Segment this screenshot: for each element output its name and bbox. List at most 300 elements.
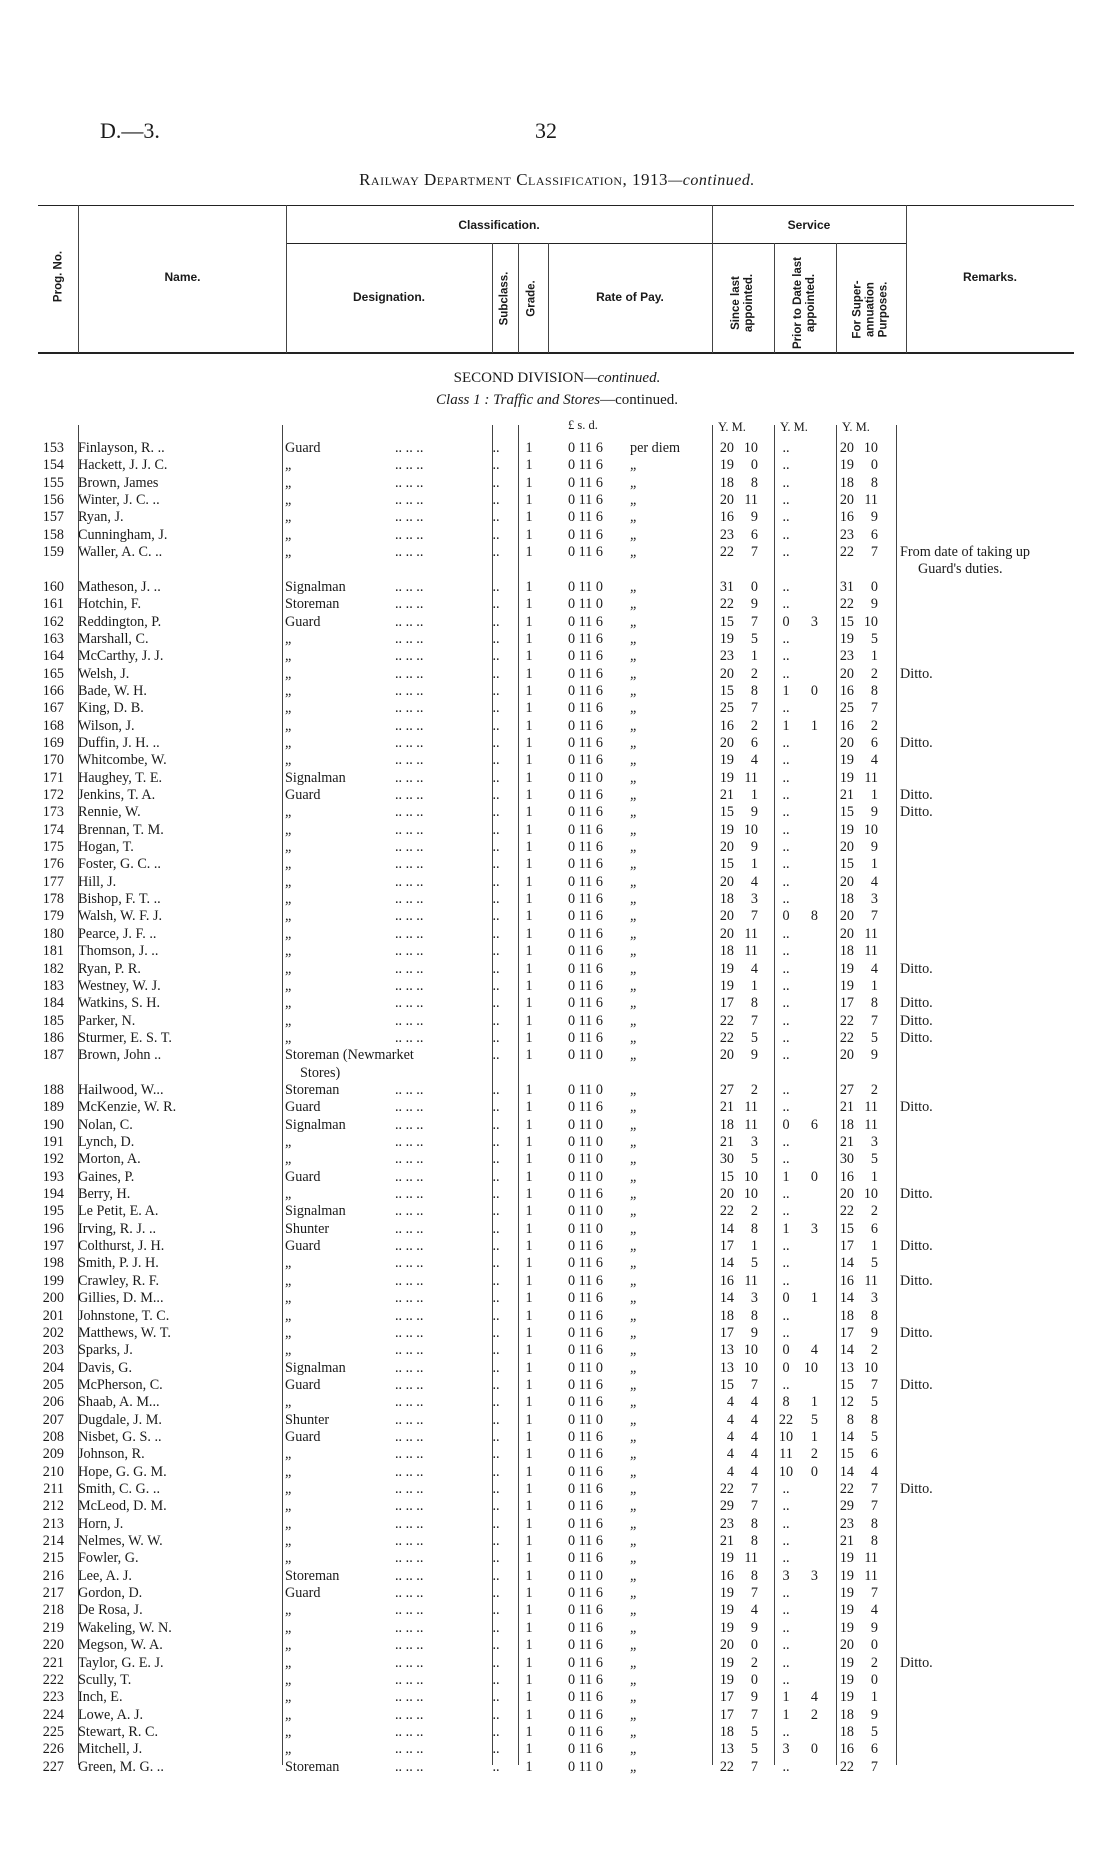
super-years: 20: [839, 1186, 854, 1203]
leader-dots: .. .. ..: [395, 526, 424, 543]
since-months: 10: [743, 1168, 758, 1185]
subclass: ..: [492, 1567, 500, 1584]
prog-number: 155: [42, 474, 64, 491]
leader-dots: .. .. ..: [395, 1550, 424, 1567]
since-years: 19: [719, 1619, 734, 1636]
subclass: ..: [492, 1671, 500, 1688]
grade: 1: [525, 492, 533, 509]
employee-name: Davis, G.: [78, 1359, 132, 1376]
pay-period: „: [630, 1567, 637, 1584]
leader-dots: .. .. ..: [395, 1238, 424, 1255]
rate-of-pay: 0 11 6: [568, 1741, 603, 1758]
prior-years: ..: [782, 1203, 790, 1220]
employee-name: McCarthy, J. J.: [78, 648, 164, 665]
leader-dots: .. .. ..: [395, 1099, 424, 1116]
prog-number: 219: [42, 1619, 64, 1636]
prior-years: 3: [782, 1567, 790, 1584]
pay-period: „: [630, 787, 637, 803]
grade: 1: [525, 1585, 533, 1602]
leader-dots: .. .. ..: [395, 492, 424, 509]
super-months: 3: [870, 891, 878, 908]
grade: 1: [525, 995, 533, 1012]
leader-dots: .. .. ..: [395, 440, 424, 456]
rate-of-pay: 0 11 6: [568, 613, 603, 630]
rate-of-pay: 0 11 6: [568, 1515, 603, 1532]
super-years: 19: [839, 1550, 854, 1567]
prior-years: 0: [782, 908, 790, 925]
since-months: 4: [750, 752, 758, 769]
since-months: 1: [750, 648, 758, 665]
designation: „: [285, 891, 292, 908]
since-months: 9: [750, 839, 758, 856]
since-years: 22: [719, 544, 734, 561]
designation: „: [285, 1012, 292, 1029]
since-months: 5: [750, 1151, 758, 1168]
table-row: [0, 1047, 1114, 1064]
since-months: 10: [743, 1342, 758, 1359]
designation: „: [285, 1255, 292, 1272]
super-months: 9: [870, 804, 878, 821]
employee-name: Brown, John ..: [78, 1047, 162, 1064]
since-years: 15: [719, 613, 734, 630]
since-years: 18: [719, 1723, 734, 1740]
super-years: 20: [839, 925, 854, 942]
designation: „: [285, 1394, 292, 1411]
prior-years: ..: [782, 474, 790, 491]
since-years: 21: [719, 1533, 734, 1550]
rate-of-pay: 0 11 6: [568, 1394, 603, 1411]
pay-period: per diem: [630, 440, 681, 456]
since-months: 0: [750, 1671, 758, 1688]
employee-name: Gaines, P.: [78, 1168, 135, 1185]
pay-period: „: [630, 1723, 637, 1740]
prior-months: 1: [810, 1428, 818, 1445]
employee-name: Duffin, J. H. ..: [78, 734, 160, 751]
super-months: 1: [870, 1168, 878, 1185]
leader-dots: .. .. ..: [395, 821, 424, 838]
rate-of-pay: 0 11 0: [568, 1134, 603, 1150]
super-months: 2: [870, 1342, 878, 1359]
table-row: [0, 1134, 1114, 1151]
leader-dots: .. .. ..: [395, 630, 424, 647]
super-years: 22: [839, 1481, 854, 1497]
since-years: 22: [719, 1758, 734, 1775]
since-years: 18: [719, 474, 734, 491]
super-years: 23: [839, 648, 854, 665]
remarks: Ditto.: [900, 665, 933, 682]
prior-years: ..: [782, 1307, 790, 1324]
rate-of-pay: 0 11 6: [568, 995, 603, 1012]
rate-of-pay: 0 11 6: [568, 752, 603, 769]
header-prog-no: Prog. No.: [52, 250, 65, 303]
prog-number: 164: [42, 648, 64, 665]
rate-of-pay: 0 11 6: [568, 1585, 603, 1602]
prior-years: ..: [782, 995, 790, 1012]
rate-of-pay: 0 11 6: [568, 891, 603, 908]
since-months: 4: [750, 1394, 758, 1411]
employee-name: Megson, W. A.: [78, 1637, 163, 1654]
table-row: [0, 1377, 1114, 1394]
table-row: [0, 648, 1114, 665]
prior-months: 10: [803, 1359, 818, 1376]
since-months: 2: [750, 1654, 758, 1671]
grade: 1: [525, 474, 533, 491]
class-suffix: —continued.: [600, 392, 678, 408]
since-years: 23: [719, 526, 734, 543]
since-years: 19: [719, 769, 734, 786]
grade: 1: [525, 1290, 533, 1307]
super-years: 18: [839, 1307, 854, 1324]
employee-name: Taylor, G. E. J.: [78, 1654, 164, 1671]
subclass: ..: [492, 752, 500, 769]
since-years: 15: [719, 856, 734, 873]
prog-number: 200: [42, 1290, 64, 1307]
leader-dots: .. .. ..: [395, 1134, 424, 1150]
prog-number: 217: [42, 1585, 64, 1602]
since-months: 2: [750, 665, 758, 682]
prog-number: 158: [42, 526, 64, 543]
designation: „: [285, 700, 292, 717]
pay-period: „: [630, 1134, 637, 1150]
super-months: 4: [870, 873, 878, 890]
super-years: 20: [839, 1047, 854, 1064]
prog-number: 180: [42, 925, 64, 942]
prior-years: ..: [782, 665, 790, 682]
subclass: ..: [492, 1498, 500, 1515]
super-months: 11: [864, 492, 878, 509]
since-years: 4: [726, 1411, 734, 1428]
super-years: 19: [839, 960, 854, 977]
designation: Guard: [285, 1585, 321, 1602]
since-months: 11: [744, 1116, 758, 1133]
unit-super: Y. M.: [842, 420, 870, 434]
since-months: 8: [750, 1567, 758, 1584]
pay-period: „: [630, 509, 637, 526]
super-years: 16: [839, 682, 854, 699]
super-months: 7: [870, 1481, 878, 1497]
pay-period: „: [630, 474, 637, 491]
since-years: 18: [719, 891, 734, 908]
rate-of-pay: 0 11 0: [568, 1047, 603, 1064]
leader-dots: .. .. ..: [395, 1029, 424, 1046]
super-months: 1: [870, 1689, 878, 1706]
subclass: ..: [492, 1428, 500, 1445]
remarks: Ditto.: [900, 1099, 933, 1116]
prior-years: ..: [782, 1376, 790, 1393]
grade: 1: [525, 1029, 533, 1046]
prog-number: 212: [42, 1498, 64, 1515]
pay-period: „: [630, 1533, 637, 1550]
subclass: ..: [492, 682, 500, 699]
prior-years: ..: [782, 1515, 790, 1532]
since-years: 20: [719, 1637, 734, 1654]
since-months: 4: [750, 1602, 758, 1619]
unit-pay: £ s. d.: [568, 418, 598, 432]
leader-dots: .. .. ..: [395, 1168, 424, 1185]
designation: Storeman: [285, 596, 340, 613]
super-months: 4: [870, 960, 878, 977]
super-years: 20: [839, 665, 854, 682]
grade: 1: [525, 596, 533, 613]
employee-name: Nolan, C.: [78, 1116, 133, 1133]
prog-number: 196: [42, 1220, 64, 1237]
super-months: 1: [870, 1238, 878, 1255]
leader-dots: .. .. ..: [395, 1637, 424, 1654]
table-row: [0, 856, 1114, 873]
pay-period: „: [630, 1272, 637, 1289]
subclass: ..: [492, 1324, 500, 1341]
table-row: [0, 544, 1114, 561]
subclass: ..: [492, 1706, 500, 1723]
subclass: ..: [492, 1741, 500, 1758]
rate-of-pay: 0 11 6: [568, 1428, 603, 1445]
leader-dots: .. .. ..: [395, 578, 424, 595]
designation: „: [285, 1654, 292, 1671]
pay-period: „: [630, 1151, 637, 1168]
leader-dots: .. .. ..: [395, 839, 424, 856]
grade: 1: [525, 1758, 533, 1775]
leader-dots: .. .. ..: [395, 1585, 424, 1602]
leader-dots: .. .. ..: [395, 1359, 424, 1376]
grade: 1: [525, 613, 533, 630]
leader-dots: .. .. ..: [395, 960, 424, 977]
since-years: 19: [719, 821, 734, 838]
table-row: [0, 1030, 1114, 1047]
rate-of-pay: 0 11 6: [568, 856, 603, 873]
since-years: 20: [719, 440, 734, 456]
remarks: Ditto.: [900, 1186, 933, 1203]
prior-years: ..: [782, 492, 790, 509]
grade: 1: [525, 1481, 533, 1497]
designation: „: [285, 873, 292, 890]
super-months: 6: [870, 1446, 878, 1463]
title-main: Railway Department Classification, 1913: [359, 170, 669, 189]
prior-months: 4: [810, 1689, 818, 1706]
leader-dots: .. .. ..: [395, 682, 424, 699]
since-years: 29: [719, 1498, 734, 1515]
since-years: 16: [719, 1567, 734, 1584]
since-years: 14: [719, 1290, 734, 1307]
prog-number: 206: [42, 1394, 64, 1411]
designation: Signalman: [285, 578, 346, 595]
prog-number: 204: [42, 1359, 64, 1376]
subclass: ..: [492, 630, 500, 647]
since-years: 17: [719, 1706, 734, 1723]
pay-period: „: [630, 1671, 637, 1688]
subclass: ..: [492, 1134, 500, 1150]
remarks: Ditto.: [900, 1029, 933, 1046]
employee-name: McLeod, D. M.: [78, 1498, 167, 1515]
rate-of-pay: 0 11 6: [568, 1324, 603, 1341]
super-years: 13: [839, 1359, 854, 1376]
since-months: 1: [750, 977, 758, 994]
header-for-super: For Super-annuation Purposes.: [851, 280, 890, 339]
prior-years: 1: [782, 1706, 790, 1723]
since-years: 4: [726, 1463, 734, 1480]
employee-name: Stewart, R. C.: [78, 1723, 158, 1740]
grade: 1: [525, 1446, 533, 1463]
pay-period: „: [630, 578, 637, 595]
super-months: 9: [870, 1619, 878, 1636]
rate-of-pay: 0 11 0: [568, 1758, 603, 1775]
since-years: 19: [719, 1602, 734, 1619]
since-months: 10: [743, 821, 758, 838]
remarks: Ditto.: [900, 804, 933, 821]
subclass: ..: [492, 839, 500, 856]
subclass: ..: [492, 891, 500, 908]
rate-of-pay: 0 11 6: [568, 1463, 603, 1480]
since-years: 19: [719, 1585, 734, 1602]
table-row: [0, 700, 1114, 717]
designation: „: [285, 804, 292, 821]
employee-name: Hogan, T.: [78, 839, 134, 856]
table-row: [0, 961, 1114, 978]
since-months: 5: [750, 630, 758, 647]
prog-number: 186: [42, 1029, 64, 1046]
prior-years: ..: [782, 873, 790, 890]
prog-number: 189: [42, 1099, 64, 1116]
subclass: ..: [492, 1029, 500, 1046]
designation: „: [285, 752, 292, 769]
header-name: Name.: [164, 270, 201, 284]
subclass: ..: [492, 1290, 500, 1307]
prog-number: 181: [42, 943, 64, 960]
rate-of-pay: 0 11 6: [568, 440, 603, 456]
super-years: 17: [839, 1238, 854, 1255]
table-row: [0, 1255, 1114, 1272]
rate-of-pay: 0 11 6: [568, 1446, 603, 1463]
since-years: 17: [719, 1689, 734, 1706]
remarks: Ditto.: [900, 1654, 933, 1671]
prior-years: 1: [782, 682, 790, 699]
table-row: [0, 457, 1114, 474]
table-row: [0, 1464, 1114, 1481]
subclass: ..: [492, 1723, 500, 1740]
designation: „: [285, 1533, 292, 1550]
super-months: 3: [870, 1290, 878, 1307]
designation: „: [285, 839, 292, 856]
subclass: ..: [492, 578, 500, 595]
pay-period: „: [630, 804, 637, 821]
subclass: ..: [492, 960, 500, 977]
document-reference: D.—3.: [100, 118, 160, 143]
grade: 1: [525, 1619, 533, 1636]
pay-period: „: [630, 1689, 637, 1706]
employee-name: Dugdale, J. M.: [78, 1411, 162, 1428]
super-months: 10: [863, 1359, 878, 1376]
employee-name: Wilson, J.: [78, 717, 135, 734]
designation: „: [285, 1186, 292, 1203]
employee-name: Shaab, A. M...: [78, 1394, 160, 1411]
pay-period: „: [630, 596, 637, 613]
since-months: 11: [744, 1550, 758, 1567]
leader-dots: .. .. ..: [395, 544, 424, 561]
subclass: ..: [492, 1359, 500, 1376]
subclass: ..: [492, 1168, 500, 1185]
grade: 1: [525, 1255, 533, 1272]
designation-continuation: [0, 1065, 1114, 1082]
employee-name: Walsh, W. F. J.: [78, 908, 163, 925]
super-months: 10: [863, 1186, 878, 1203]
grade: 1: [525, 1342, 533, 1359]
table-row: [0, 1221, 1114, 1238]
table-row: [0, 1394, 1114, 1411]
prior-years: 3: [782, 1741, 790, 1758]
subclass: ..: [492, 1342, 500, 1359]
super-months: 5: [870, 1029, 878, 1046]
super-years: 19: [839, 1619, 854, 1636]
pay-period: „: [630, 1220, 637, 1237]
designation: „: [285, 544, 292, 561]
designation: Guard: [285, 440, 321, 456]
rate-of-pay: 0 11 6: [568, 1550, 603, 1567]
grade: 1: [525, 943, 533, 960]
class-name: Traffic and Stores: [493, 392, 601, 408]
super-months: 1: [870, 977, 878, 994]
prog-number: 209: [42, 1446, 64, 1463]
super-years: 14: [839, 1342, 854, 1359]
leader-dots: .. .. ..: [395, 734, 424, 751]
pay-period: „: [630, 1324, 637, 1341]
pay-period: „: [630, 1463, 637, 1480]
pay-period: „: [630, 1186, 637, 1203]
prior-years: ..: [782, 1081, 790, 1098]
employee-name: Brown, James: [78, 474, 159, 491]
prior-years: ..: [782, 1272, 790, 1289]
prior-months: 0: [810, 1741, 818, 1758]
subclass: ..: [492, 943, 500, 960]
rate-of-pay: 0 11 0: [568, 769, 603, 786]
grade: 1: [525, 526, 533, 543]
designation: „: [285, 1723, 292, 1740]
super-years: 21: [839, 787, 854, 803]
prog-number: 172: [42, 787, 64, 803]
since-years: 18: [719, 1307, 734, 1324]
employee-name: Pearce, J. F. ..: [78, 925, 157, 942]
prior-years: ..: [782, 1654, 790, 1671]
prior-years: ..: [782, 509, 790, 526]
rate-of-pay: 0 11 6: [568, 821, 603, 838]
since-years: 22: [719, 596, 734, 613]
pay-period: „: [630, 1238, 637, 1255]
grade: 1: [525, 700, 533, 717]
prior-years: ..: [782, 1151, 790, 1168]
grade: 1: [525, 1550, 533, 1567]
designation: „: [285, 1689, 292, 1706]
employee-name: Waller, A. C. ..: [78, 544, 163, 561]
table-row: [0, 1550, 1114, 1567]
table-row: [0, 1238, 1114, 1255]
pay-period: „: [630, 1585, 637, 1602]
super-months: 11: [864, 1550, 878, 1567]
employee-name: McPherson, C.: [78, 1376, 163, 1393]
grade: 1: [525, 1134, 533, 1150]
super-months: 1: [870, 648, 878, 665]
rate-of-pay: 0 11 0: [568, 1168, 603, 1185]
table-row: [0, 1741, 1114, 1758]
super-months: 7: [870, 908, 878, 925]
grade: 1: [525, 1359, 533, 1376]
grade: 1: [525, 1671, 533, 1688]
leader-dots: .. .. ..: [395, 995, 424, 1012]
prior-years: ..: [782, 1186, 790, 1203]
since-months: 4: [750, 873, 758, 890]
rate-of-pay: 0 11 0: [568, 578, 603, 595]
prog-number: 205: [42, 1376, 64, 1393]
remarks: Ditto.: [900, 995, 933, 1012]
prior-years: ..: [782, 1550, 790, 1567]
since-years: 19: [719, 752, 734, 769]
